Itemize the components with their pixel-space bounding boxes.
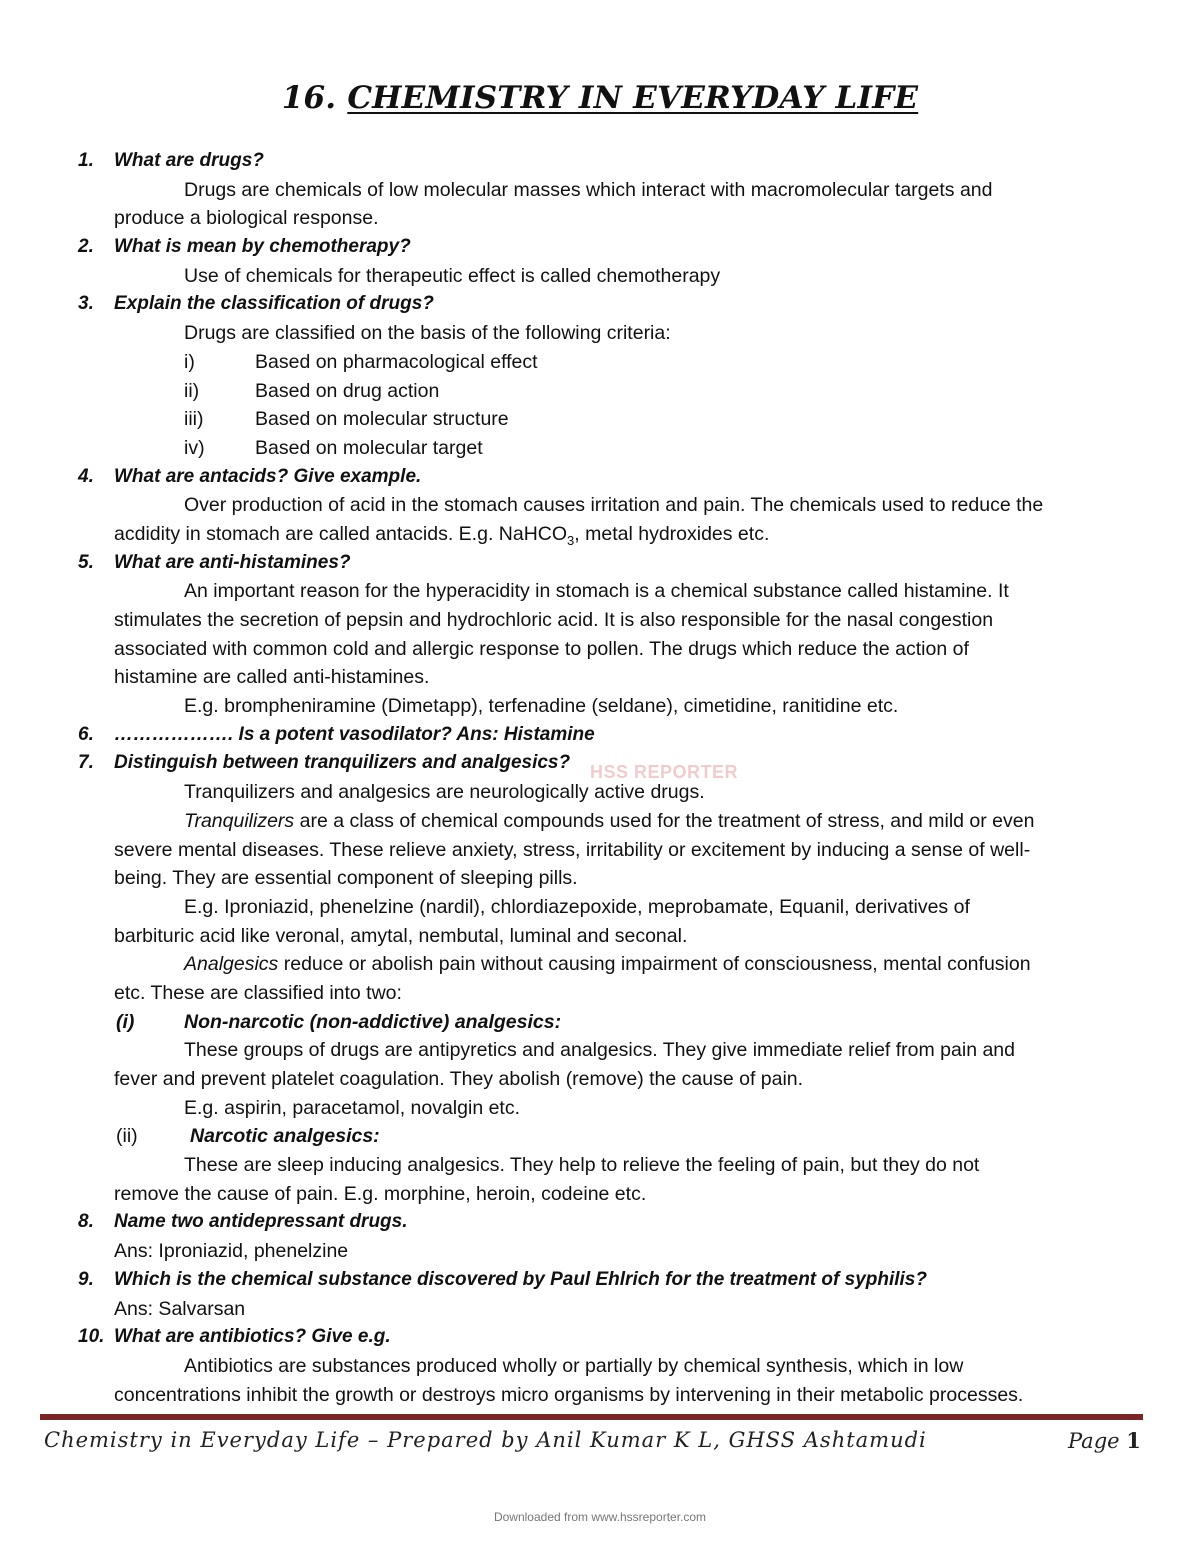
footer-credit: Chemistry in Everyday Life – Prepared by Anil Kumar K L, GHSS Ashtamudi <box>44 1428 927 1452</box>
question-text: What is mean by chemotherapy? <box>114 236 411 258</box>
question-text: What are antibiotics? Give e.g. <box>114 1326 391 1348</box>
text-line <box>0 922 1200 951</box>
paragraph-text: E.g. Iproniazid, phenelzine (nardil), chlordiazepoxide, meprobamate, Equanil, derivatives of <box>184 895 970 918</box>
footer-rule <box>40 1414 1143 1420</box>
list-item <box>0 348 1200 377</box>
text-line <box>0 663 1200 692</box>
question-number: 10. <box>78 1326 105 1348</box>
text-line <box>0 1094 1200 1123</box>
paragraph-text: etc. These are classified into two: <box>114 981 402 1004</box>
text-line <box>0 1036 1200 1065</box>
question-text: Explain the classification of drugs? <box>114 293 434 315</box>
text-line <box>0 1180 1200 1209</box>
subheading-marker: (ii) <box>116 1125 138 1148</box>
text-line <box>0 1352 1200 1381</box>
paragraph-text: fever and prevent platelet coagulation. They abolish (remove) the cause of pain. <box>114 1068 804 1090</box>
paragraph-text: severe mental diseases. These relieve anxiety, stress, irritability or excitement by inducing a sense of well- <box>114 838 1031 861</box>
text-line <box>0 606 1200 635</box>
text-line <box>0 204 1200 233</box>
paragraph-text <box>184 807 1034 836</box>
question-text: What are drugs? <box>114 150 264 171</box>
text-line <box>0 979 1200 1008</box>
text-line <box>0 319 1200 348</box>
paragraph-text: histamine are called anti-histamines. <box>114 666 430 689</box>
page-number-value: 1 <box>1126 1428 1141 1453</box>
text-line <box>0 1151 1200 1180</box>
text-run: are a class of chemical compounds used for the treatment of stress, and mild or even <box>294 809 1035 832</box>
paragraph-text: These groups of drugs are antipyretics and analgesics. They give immediate relief from pain and <box>184 1039 1015 1062</box>
paragraph-text: associated with common cold and allergic response to pollen. The drugs which reduce the action of <box>114 637 969 660</box>
list-text: Based on drug action <box>255 379 440 402</box>
paragraph-text: barbituric acid like veronal, amytal, nembutal, luminal and seconal. <box>114 924 688 947</box>
list-marker: ii) <box>184 379 200 402</box>
subheading-text: Non-narcotic (non-addictive) analgesics: <box>184 1010 562 1033</box>
subheading-line <box>0 1008 1200 1037</box>
paragraph-text: An important reason for the hyperacidity in stomach is a chemical substance called histamine. It <box>184 580 1009 603</box>
text-run: reduce or abolish pain without causing impairment of consciousness, mental confusion <box>278 953 1031 976</box>
text-line <box>0 1065 1200 1094</box>
italic-term: Tranquilizers <box>184 809 295 832</box>
text-line <box>0 1237 1200 1266</box>
question-line <box>0 290 1200 319</box>
question-number: 1. <box>78 150 94 171</box>
page-label: Page <box>1068 1429 1127 1453</box>
question-number: 4. <box>78 465 94 487</box>
list-marker: i) <box>184 350 195 373</box>
text-line <box>0 1381 1200 1410</box>
list-item <box>0 377 1200 406</box>
paragraph-text: Drugs are chemicals of low molecular masses which interact with macromolecular targets and <box>184 178 993 201</box>
question-number: 2. <box>78 236 94 258</box>
paragraph-text: E.g. aspirin, paracetamol, novalgin etc. <box>184 1096 521 1119</box>
paragraph-text: Antibiotics are substances produced wholly or partially by chemical synthesis, which in low <box>184 1354 964 1377</box>
question-text: ………………. Is a potent vasodilator? Ans: Histamine <box>114 723 595 745</box>
question-line <box>0 1323 1200 1352</box>
paragraph-text: Ans: Iproniazid, phenelzine <box>114 1240 349 1263</box>
title-number: 16. <box>281 80 337 116</box>
text-line <box>0 692 1200 721</box>
paragraph-text: Ans: Salvarsan <box>114 1297 246 1320</box>
text-line <box>0 176 1200 205</box>
question-text: Name two antidepressant drugs. <box>114 1211 408 1233</box>
paragraph-text: These are sleep inducing analgesics. They help to relieve the feeling of pain, but they do not <box>184 1154 980 1177</box>
page-title <box>0 80 1200 116</box>
question-number: 8. <box>78 1211 94 1233</box>
text-line <box>0 836 1200 865</box>
subheading-text: Narcotic analgesics: <box>190 1125 380 1148</box>
question-number: 9. <box>78 1268 94 1290</box>
text-run: acdidity in stomach are called antacids. E.g. NaHCO <box>114 522 568 545</box>
text-line <box>0 893 1200 922</box>
question-number: 7. <box>78 752 94 774</box>
list-text: Based on molecular target <box>255 436 483 459</box>
question-line <box>0 233 1200 262</box>
text-line <box>0 864 1200 893</box>
text-line <box>0 635 1200 664</box>
title-text: CHEMISTRY IN EVERYDAY LIFE <box>347 80 919 116</box>
question-line <box>0 147 1200 176</box>
paragraph-text: concentrations inhibit the growth or destroys micro organisms by intervening in their metabolic processes. <box>114 1383 1024 1406</box>
paragraph-text: E.g. brompheniramine (Dimetapp), terfenadine (seldane), cimetidine, ranitidine etc. <box>184 695 899 718</box>
paragraph-text: Tranquilizers and analgesics are neurologically active drugs. <box>184 781 705 804</box>
subheading-line <box>0 1122 1200 1151</box>
question-line <box>0 463 1200 492</box>
text-line <box>0 262 1200 291</box>
question-text: Which is the chemical substance discovered by Paul Ehlrich for the treatment of syphilis? <box>114 1268 927 1290</box>
list-marker: iii) <box>184 408 204 431</box>
text-run: , metal hydroxides etc. <box>574 522 770 545</box>
paragraph-text: stimulates the secretion of pepsin and hydrochloric acid. It is also responsible for the nasal congestion <box>114 609 994 631</box>
download-source: Downloaded from www.hssreporter.com <box>493 1510 707 1524</box>
paragraph-text: being. They are essential component of sleeping pills. <box>114 867 578 890</box>
question-line <box>0 549 1200 578</box>
question-line <box>0 1266 1200 1295</box>
text-line <box>0 807 1200 836</box>
text-line <box>0 577 1200 606</box>
italic-term: Analgesics <box>184 953 279 976</box>
paragraph-text: produce a biological response. <box>114 207 379 230</box>
paragraph-text <box>184 950 1031 979</box>
question-line <box>0 721 1200 750</box>
question-text: What are antacids? Give example. <box>114 465 422 487</box>
question-text: Distinguish between tranquilizers and analgesics? <box>114 752 571 774</box>
text-line <box>0 491 1200 520</box>
list-marker: iv) <box>184 436 205 459</box>
subheading-marker: (i) <box>116 1010 135 1033</box>
question-number: 3. <box>78 293 94 315</box>
text-line <box>0 1295 1200 1324</box>
text-line <box>0 520 1200 549</box>
list-item <box>0 434 1200 463</box>
list-text: Based on pharmacological effect <box>255 350 538 373</box>
paragraph-text: Use of chemicals for therapeutic effect is called chemotherapy <box>184 264 721 287</box>
list-text: Based on molecular structure <box>255 408 509 431</box>
subscript: 3 <box>567 532 575 548</box>
paragraph-text: remove the cause of pain. E.g. morphine, heroin, codeine etc. <box>114 1182 647 1205</box>
paragraph-text: Over production of acid in the stomach causes irritation and pain. The chemicals used to reduce the <box>184 494 1044 517</box>
question-number: 5. <box>78 551 94 573</box>
page-number <box>1068 1428 1141 1453</box>
question-text: What are anti-histamines? <box>114 551 351 573</box>
list-item <box>0 405 1200 434</box>
question-line <box>0 1208 1200 1237</box>
paragraph-text: Drugs are classified on the basis of the following criteria: <box>184 322 671 345</box>
text-line <box>0 950 1200 979</box>
watermark: HSS REPORTER <box>590 762 739 782</box>
question-number: 6. <box>78 723 94 745</box>
